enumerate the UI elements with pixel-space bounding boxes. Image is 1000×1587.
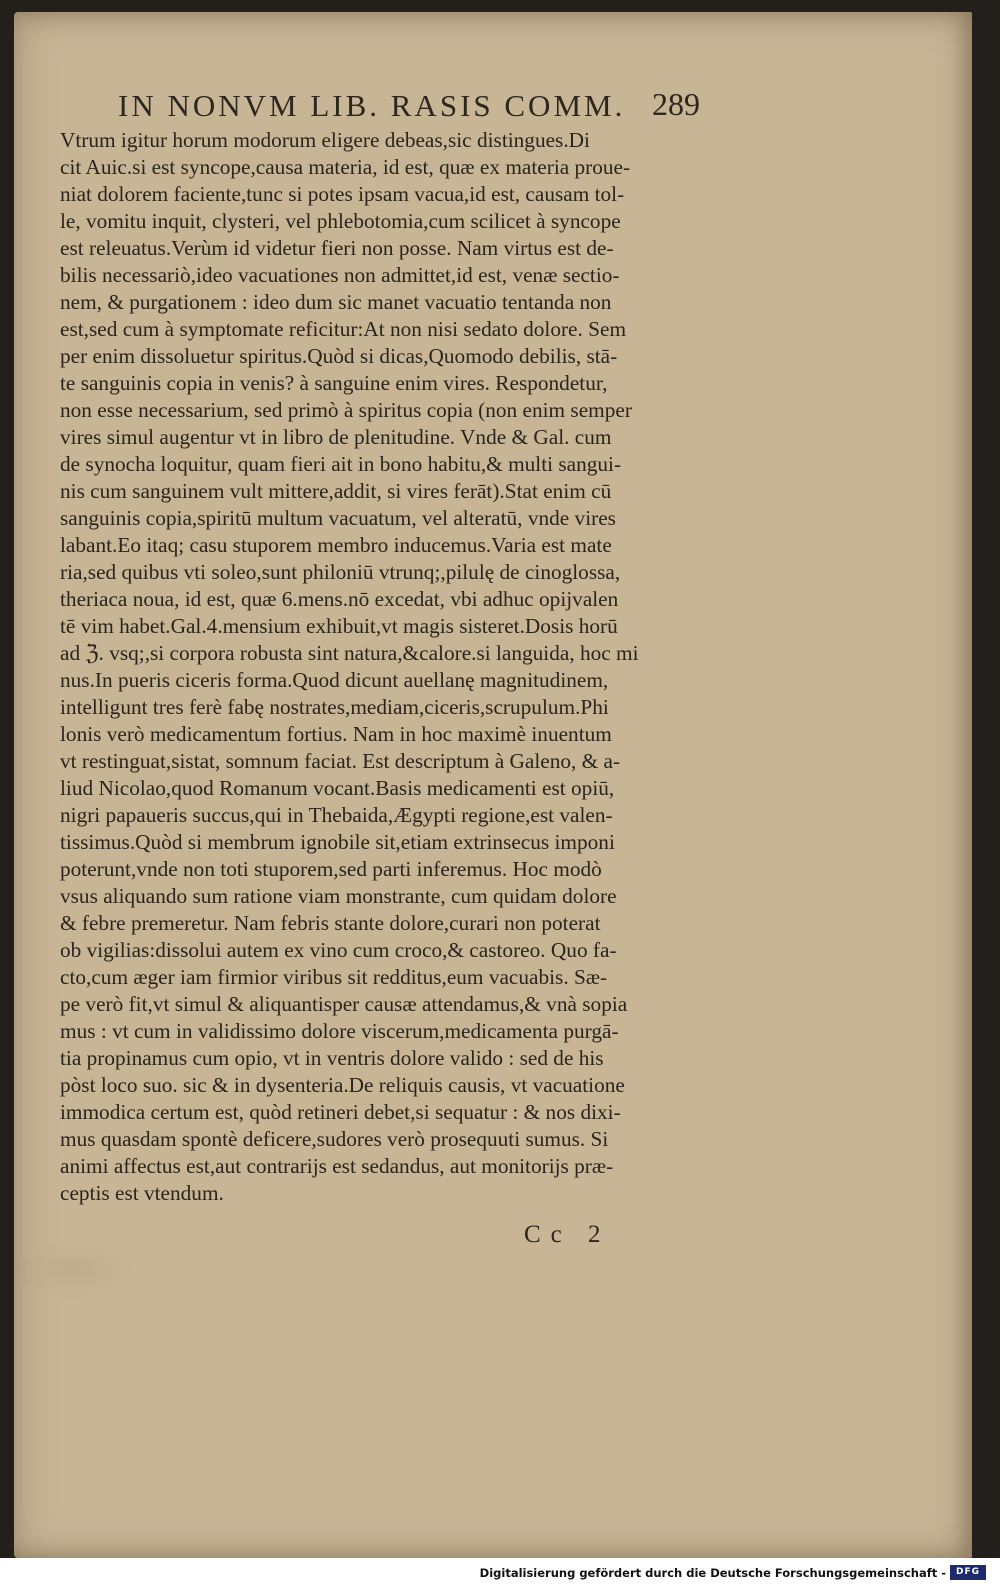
text-line: pòst loco suo. sic & in dysenteria.De reliquis causis, vt vacuatione <box>60 1073 625 1097</box>
text-line: vt restinguat,sistat, somnum faciat. Est descriptum à Galeno, & a- <box>60 749 621 773</box>
text-line: cto,cum æger iam firmior viribus sit redditus,eum vacuabis. Sæ- <box>60 965 608 989</box>
text-line: tē vim habet.Gal.4.mensium exhibuit,vt magis sisteret.Dosis horū <box>60 614 618 638</box>
text-line: Vtrum igitur horum modorum eligere debeas,sic distingues.Di <box>60 128 590 152</box>
text-line: te sanguinis copia in venis? à sanguine enim vires. Respondetur, <box>60 371 608 395</box>
text-line: intelligunt tres ferè fabę nostrates,mediam,ciceris,scrupulum.Phi <box>60 695 609 719</box>
text-line: poterunt,vnde non toti stuporem,sed parti inferemus. Hoc modò <box>60 857 602 881</box>
dfg-logo: DFG <box>950 1565 986 1580</box>
text-line: mus : vt cum in validissimo dolore viscerum,medicamenta purgā- <box>60 1019 619 1043</box>
text-line: cit Auic.si est syncope,causa materia, id est, quæ ex materia proue- <box>60 155 631 179</box>
text-line: nem, & purgationem : ideo dum sic manet vacuatio tentanda non <box>60 290 612 314</box>
text-line: liud Nicolao,quod Romanum vocant.Basis medicamenti est opiū, <box>60 776 615 800</box>
text-line: immodica certum est, quòd retineri debet,si sequatur : & nos dixi- <box>60 1100 621 1124</box>
text-line: ob vigilias:dissolui autem ex vino cum croco,& castoreo. Quo fa- <box>60 938 617 962</box>
text-line: non esse necessarium, sed primò à spiritus copia (non enim semper <box>60 398 632 422</box>
text-line: de synocha loquitur, quam fieri ait in bono habitu,& multi sangui- <box>60 452 622 476</box>
text-line: ria,sed quibus vti soleo,sunt philoniū vtrunq;,pilulę de cinoglossa, <box>60 560 621 584</box>
text-line: niat dolorem faciente,tunc si potes ipsam vacua,id est, causam tol- <box>60 182 625 206</box>
text-line: pe verò fit,vt simul & aliquantisper causæ attendamus,& vnà sopia <box>60 992 628 1016</box>
text-line: est releuatus.Verùm id videtur fieri non posse. Nam virtus est de- <box>60 236 614 260</box>
text-line: animi affectus est,aut contrarijs est sedandus, aut monitorijs præ- <box>60 1154 614 1178</box>
text-line: nis cum sanguinem vult mittere,addit, si vires ferāt).Stat enim cū <box>60 479 612 503</box>
page-number: 289 <box>652 86 700 122</box>
signature-mark: Cc 2 <box>524 1221 611 1248</box>
text-line: mus quasdam spontè deficere,sudores verò prosequuti sumus. Si <box>60 1127 609 1151</box>
text-line: theriaca noua, id est, quæ 6.mens.nō excedat, vbi adhuc opijvalen <box>60 587 619 611</box>
body-text <box>60 127 710 1207</box>
text-line: nigri papaueris succus,qui in Thebaida,Ægypti regione,est valen- <box>60 803 613 827</box>
text-line: sanguinis copia,spiritū multum vacuatum, vel alteratū, vnde vires <box>60 506 616 530</box>
text-line: vsus aliquando sum ratione viam monstrante, cum quidam dolore <box>60 884 617 908</box>
paper-stain <box>14 1240 134 1300</box>
text-line: vires simul augentur vt in libro de plenitudine. Vnde & Gal. cum <box>60 425 612 449</box>
text-line: est,sed cum à symptomate reficitur:At non nisi sedato dolore. Sem <box>60 317 627 341</box>
running-head: IN NONVM LIB. RASIS COMM. <box>118 88 626 123</box>
digitization-credit: Digitalisierung gefördert durch die Deutsche Forschungsgemeinschaft - <box>479 1566 946 1580</box>
text-line: & febre premeretur. Nam febris stante dolore,curari non poterat <box>60 911 601 935</box>
text-line: nus.In pueris ciceris forma.Quod dicunt auellanę magnitudinem, <box>60 668 609 692</box>
text-line: tia propinamus cum opio, vt in ventris dolore valido : sed de his <box>60 1046 604 1070</box>
text-line: per enim dissoluetur spiritus.Quòd si dicas,Quomodo debilis, stā- <box>60 344 618 368</box>
text-line: labant.Eo itaq; casu stuporem membro inducemus.Varia est mate <box>60 533 612 557</box>
text-line: tissimus.Quòd si membrum ignobile sit,etiam extrinsecus imponi <box>60 830 615 854</box>
text-line: ceptis est vtendum. <box>60 1181 224 1205</box>
text-line: bilis necessariò,ideo vacuationes non admittet,id est, venæ sectio- <box>60 263 620 287</box>
text-line: ad ℨ. vsq;,si corpora robusta sint natura,&calore.si languida, hoc mi <box>60 641 639 665</box>
text-line: lonis verò medicamentum fortius. Nam in hoc maximè inuentum <box>60 722 612 746</box>
text-line: le, vomitu inquit, clysteri, vel phlebotomia,cum scilicet à syncope <box>60 209 621 233</box>
